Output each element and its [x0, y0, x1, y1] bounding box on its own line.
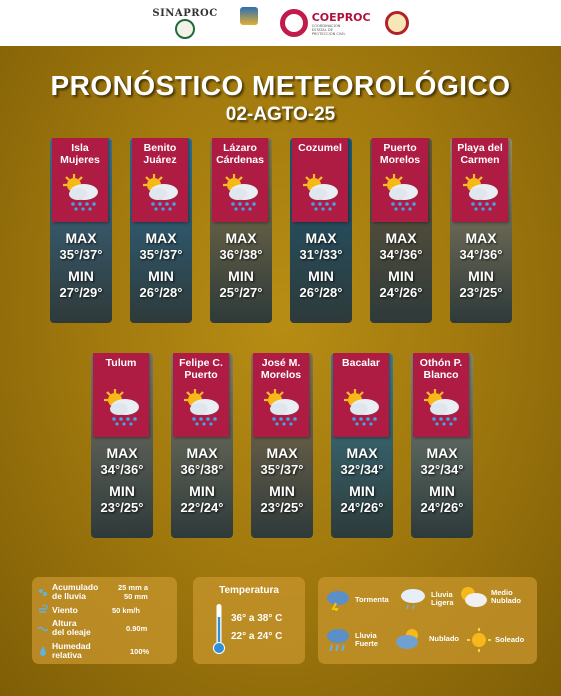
- municipality-name-2: Morelos: [379, 154, 421, 166]
- wind-value: 50 km/h: [112, 606, 140, 615]
- max-temperature: 36°/38°: [219, 247, 263, 262]
- light-rain-label-2: Ligera: [431, 598, 454, 607]
- partly-cloudy-label-1: Medio: [491, 588, 513, 597]
- max-label: MAX: [385, 230, 417, 246]
- min-label: MIN: [429, 483, 455, 499]
- municipality-card: [450, 138, 512, 323]
- temperature-block: [171, 445, 233, 516]
- municipality-name-1: Tulum: [105, 357, 137, 369]
- min-label: MIN: [308, 268, 334, 284]
- max-label: MAX: [346, 445, 378, 461]
- max-label: MAX: [305, 230, 337, 246]
- municipality-name-2: Carmen: [460, 154, 500, 166]
- wind-label: Viento: [52, 604, 78, 615]
- municipality-name-2: Mujeres: [60, 154, 100, 166]
- state-emblem-icon: [240, 7, 258, 25]
- max-label: MAX: [106, 445, 138, 461]
- sunny-cloud-rain-icon: [381, 172, 421, 212]
- coeproc-sub-3: PROTECCIÓN CIVIL: [311, 31, 346, 36]
- municipality-label: [52, 138, 108, 222]
- min-temperature: 25°/27°: [219, 285, 263, 300]
- max-label: MAX: [266, 445, 298, 461]
- proteccion-civil-seal-icon: [385, 11, 409, 35]
- rain-value-1: 25 mm a: [118, 583, 149, 592]
- temperature-block: [210, 230, 272, 301]
- max-label: MAX: [145, 230, 177, 246]
- municipality-label: [333, 353, 389, 437]
- temperature-block: [251, 445, 313, 516]
- temperature-block: [91, 445, 153, 516]
- municipality-name-1: Cozumel: [298, 142, 342, 154]
- light-rain-icon: [398, 587, 428, 611]
- municipality-name-1: Bacalar: [342, 357, 380, 369]
- municipality-name-2: Morelos: [260, 369, 302, 381]
- municipality-name-2: Cárdenas: [216, 154, 264, 166]
- municipality-name-1: Lázaro: [223, 142, 257, 154]
- light-rain-label-1: Lluvia: [431, 590, 453, 599]
- min-temperature: 26°/28°: [299, 285, 343, 300]
- municipality-card: [251, 353, 313, 538]
- temperature-block: [411, 445, 473, 516]
- humidity-label-2: relativa: [52, 650, 82, 660]
- humidity-label-1: Humedad: [52, 641, 91, 651]
- humidity-drop-icon: [38, 646, 48, 656]
- sunny-cloud-rain-icon: [221, 172, 261, 212]
- coeproc-text: COEPROC: [311, 10, 371, 24]
- max-label: MAX: [225, 230, 257, 246]
- max-temperature: 35°/37°: [139, 247, 183, 262]
- municipality-card: [331, 353, 393, 538]
- thermometer-icon: [213, 603, 225, 655]
- municipality-label: [292, 138, 348, 222]
- municipality-card: [130, 138, 192, 323]
- sunny-cloud-rain-icon: [461, 172, 501, 212]
- municipality-name-1: Isla: [71, 142, 89, 154]
- wave-icon: [38, 623, 48, 633]
- max-label: MAX: [465, 230, 497, 246]
- coeproc-sub-1: COORDINACIÓN: [311, 23, 341, 28]
- humidity-value: 100%: [130, 647, 150, 656]
- header-logos: [0, 0, 561, 46]
- quintana-roo-logo: [232, 7, 266, 39]
- coeproc-sub-2: ESTATAL DE: [311, 27, 333, 32]
- min-label: MIN: [349, 483, 375, 499]
- max-label: MAX: [186, 445, 218, 461]
- temperature-block: [331, 445, 393, 516]
- rain-label-2: de lluvia: [52, 591, 87, 601]
- partly-cloudy-icon: [458, 585, 488, 609]
- min-label: MIN: [228, 268, 254, 284]
- max-label: MAX: [426, 445, 458, 461]
- heavy-rain-label-1: Lluvia: [355, 631, 377, 640]
- temperature-title: Temperatura: [219, 585, 279, 596]
- page-title: PRONÓSTICO METEOROLÓGICO: [50, 70, 511, 101]
- max-temperature: 35°/37°: [59, 247, 103, 262]
- sunny-cloud-rain-icon: [141, 172, 181, 212]
- min-label: MIN: [68, 268, 94, 284]
- municipality-label: [253, 353, 309, 437]
- min-temperature: 23°/25°: [100, 500, 144, 515]
- municipality-card: [411, 353, 473, 538]
- sunny-icon: [466, 627, 492, 653]
- municipality-label: [132, 138, 188, 222]
- min-temperature: 27°/29°: [59, 285, 103, 300]
- min-temperature: 24°/26°: [379, 285, 423, 300]
- municipality-label: [372, 138, 428, 222]
- min-label: MIN: [109, 483, 135, 499]
- temperature-legend: [193, 577, 305, 664]
- municipality-name-1: Felipe C.: [179, 357, 223, 369]
- coeproc-logo: [280, 9, 371, 37]
- max-temperature: 31°/33°: [299, 247, 343, 262]
- max-temperature: 34°/36°: [459, 247, 503, 262]
- weather-icons-legend: [318, 577, 537, 664]
- municipality-name-1: Benito: [143, 142, 177, 154]
- municipality-label: [452, 138, 508, 222]
- civil-protection-seal-icon: [175, 19, 195, 39]
- max-temperature: 32°/34°: [340, 462, 384, 477]
- sunny-cloud-rain-icon: [182, 387, 222, 427]
- min-temperature: 24°/26°: [340, 500, 384, 515]
- temperature-high-range: 36° a 38° C: [231, 613, 283, 624]
- min-label: MIN: [269, 483, 295, 499]
- sinaproc-text: SINAPROC: [152, 7, 218, 19]
- sunny-cloud-rain-icon: [342, 387, 382, 427]
- max-temperature: 34°/36°: [379, 247, 423, 262]
- sunny-cloud-rain-icon: [102, 387, 142, 427]
- municipality-card: [171, 353, 233, 538]
- sinaproc-logo: [152, 8, 217, 39]
- min-label: MIN: [148, 268, 174, 284]
- municipality-label: [173, 353, 229, 437]
- temperature-block: [370, 230, 432, 301]
- municipality-card: [91, 353, 153, 538]
- min-temperature: 26°/28°: [139, 285, 183, 300]
- wave-label-2: del oleaje: [52, 627, 91, 637]
- rain-drops-icon: [38, 587, 48, 597]
- municipality-card: [290, 138, 352, 323]
- municipality-name-1: Playa del: [457, 142, 503, 154]
- max-temperature: 35°/37°: [260, 462, 304, 477]
- sunny-cloud-rain-icon: [422, 387, 462, 427]
- wave-value: 0.90m: [126, 624, 148, 633]
- min-label: MIN: [388, 268, 414, 284]
- sunny-cloud-rain-icon: [301, 172, 341, 212]
- heavy-rain-label-2: Fuerte: [355, 639, 378, 648]
- municipality-name-2: Juárez: [143, 154, 177, 166]
- min-label: MIN: [189, 483, 215, 499]
- municipality-label: [413, 353, 469, 437]
- storm-label: Tormenta: [355, 595, 389, 604]
- min-temperature: 23°/25°: [459, 285, 503, 300]
- temperature-low-range: 22° a 24° C: [231, 631, 283, 642]
- municipality-name-1: Puerto: [383, 142, 417, 154]
- municipality-name-1: Othón P.: [419, 357, 463, 369]
- min-temperature: 22°/24°: [180, 500, 224, 515]
- storm-icon: [324, 589, 352, 611]
- sunny-cloud-rain-icon: [61, 172, 101, 212]
- cloudy-label: Nublado: [429, 634, 459, 643]
- temperature-block: [290, 230, 352, 301]
- municipality-name-2: Puerto: [184, 369, 218, 381]
- sunny-cloud-rain-icon: [262, 387, 302, 427]
- municipality-card: [50, 138, 112, 323]
- partly-cloudy-label-2: Nublado: [491, 596, 521, 605]
- measurements-legend: [32, 577, 177, 664]
- max-temperature: 36°/38°: [180, 462, 224, 477]
- coeproc-q-icon: [280, 9, 308, 37]
- wind-icon: [38, 605, 48, 615]
- forecast-date: 02-AGTO-25: [225, 104, 336, 125]
- cloudy-sun-icon: [394, 627, 426, 651]
- temperature-block: [50, 230, 112, 301]
- max-temperature: 34°/36°: [100, 462, 144, 477]
- municipality-card: [370, 138, 432, 323]
- max-temperature: 32°/34°: [420, 462, 464, 477]
- temperature-block: [450, 230, 512, 301]
- min-temperature: 23°/25°: [260, 500, 304, 515]
- wave-label-1: Altura: [52, 618, 77, 628]
- heavy-rain-icon: [324, 627, 352, 653]
- municipality-card: [210, 138, 272, 323]
- municipality-name-2: Blanco: [423, 369, 459, 381]
- rain-label-1: Acumulado: [52, 582, 99, 592]
- municipality-label: [212, 138, 268, 222]
- temperature-block: [130, 230, 192, 301]
- municipality-label: [93, 353, 149, 437]
- max-label: MAX: [65, 230, 97, 246]
- municipality-name-1: José M.: [261, 357, 301, 369]
- min-temperature: 24°/26°: [420, 500, 464, 515]
- sunny-label: Soleado: [495, 635, 525, 644]
- rain-value-2: 50 mm: [124, 592, 148, 601]
- min-label: MIN: [468, 268, 494, 284]
